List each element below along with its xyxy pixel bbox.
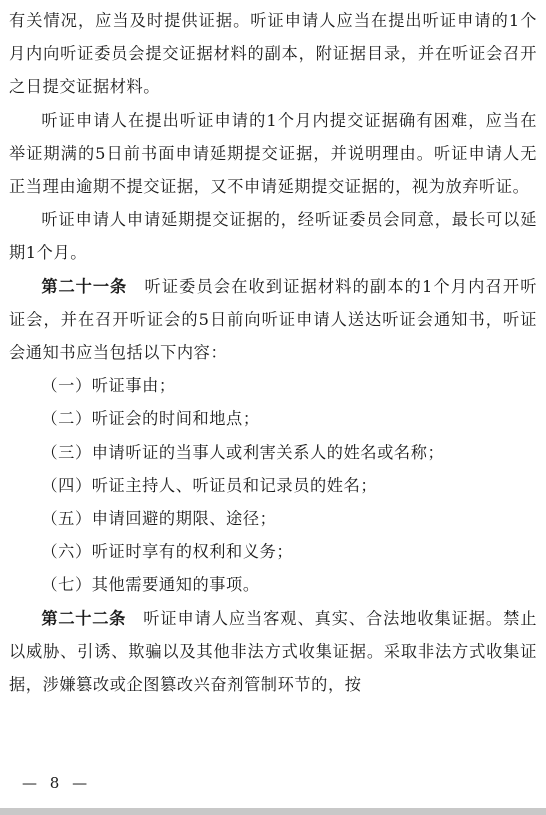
list-item-2: （二）听证会的时间和地点； — [41, 409, 260, 429]
article-21-text: 听证委员会在收到证据材料的副本的1个月内召开听证会，并在召开听证会的5日前向听证申请人送达听证会通知书，听证会通知书应当包括以下内容： — [9, 276, 537, 363]
list-item-5: （五）申请回避的期限、途径； — [41, 509, 277, 529]
article-21-title: 第二十一条 — [41, 276, 128, 296]
list-item-7: （七）其他需要通知的事项。 — [41, 575, 260, 595]
list-item-1: （一）听证事由； — [41, 376, 176, 396]
article-22 — [9, 602, 537, 702]
paragraph-continuation: 有关情况，应当及时提供证据。听证申请人应当在提出听证申请的1个月内向听证委员会提交证据材料的副本，附证据目录，并在听证会召开之日提交证据材料。 — [9, 11, 537, 97]
article-21 — [9, 270, 537, 370]
article-22-text: 听证申请人应当客观、真实、合法地收集证据。禁止以威胁、引诱、欺骗以及其他非法方式收集证据。采取非法方式收集证据，涉嫌篡改或企图篡改兴奋剂管制环节的，按 — [9, 608, 537, 695]
page-bottom-edge — [0, 808, 546, 815]
page-number: — 8 — — [22, 774, 92, 792]
document-body — [9, 4, 537, 701]
paragraph-extension-limit: 听证申请人申请延期提交证据的，经听证委员会同意，最长可以延期1个月。 — [9, 210, 537, 263]
paragraph-extension-difficulty: 听证申请人在提出听证申请的1个月内提交证据确有困难，应当在举证期满的5日前书面申请延期提交证据，并说明理由。听证申请人无正当理由逾期不提交证据，又不申请延期提交证据的，视为放弃听证。 — [9, 110, 537, 197]
list-item-4: （四）听证主持人、听证员和记录员的姓名； — [41, 475, 378, 495]
list-item-3: （三）申请听证的当事人或利害关系人的姓名或名称； — [41, 442, 445, 462]
article-22-title: 第二十二条 — [41, 608, 127, 628]
list-item-6: （六）听证时享有的权利和义务； — [41, 542, 294, 562]
